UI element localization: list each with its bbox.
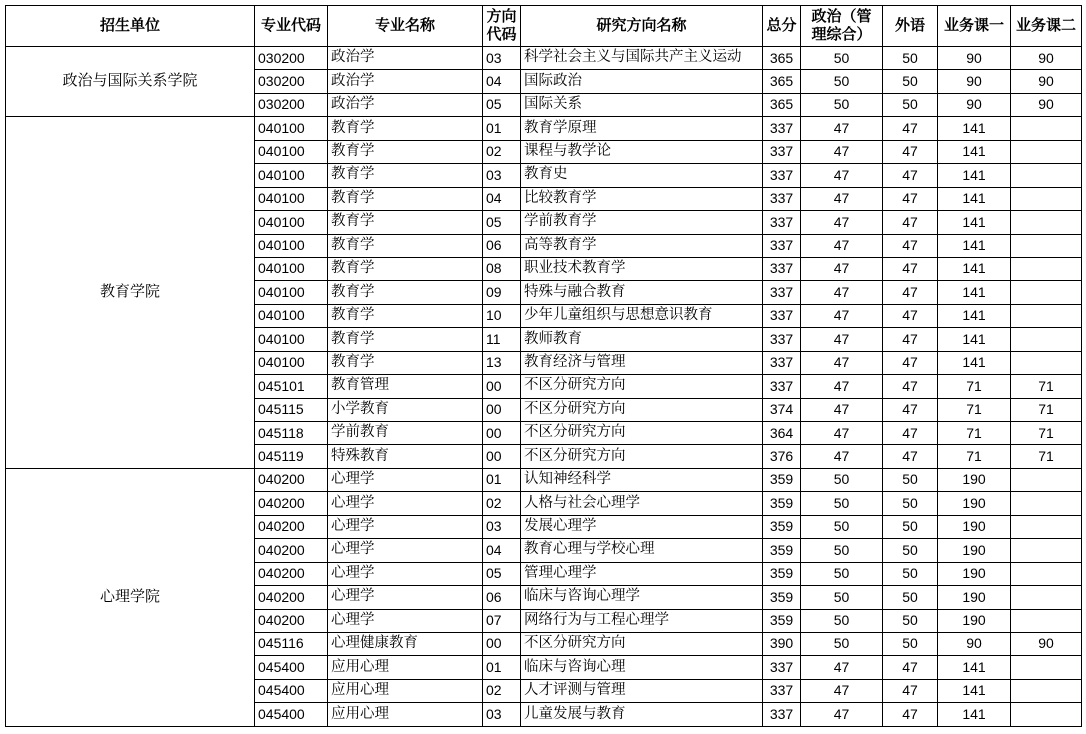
direction-code-cell: 11: [483, 328, 521, 351]
course2-score-cell: [1011, 492, 1082, 515]
foreign-language-score-cell: 47: [883, 281, 938, 304]
total-score-cell: 337: [763, 117, 801, 140]
politics-score-cell: 47: [801, 117, 883, 140]
course1-score-cell: 190: [938, 468, 1011, 491]
major-code-cell: 040200: [255, 562, 328, 585]
course2-score-cell: 71: [1011, 398, 1082, 421]
politics-score-cell: 50: [801, 515, 883, 538]
major-code-cell: 045115: [255, 398, 328, 421]
direction-name-cell: 教育经济与管理: [521, 351, 763, 374]
header-major-code: 专业代码: [255, 6, 328, 47]
direction-name-cell: 高等教育学: [521, 234, 763, 257]
course1-score-cell: 90: [938, 93, 1011, 116]
major-code-cell: 040100: [255, 211, 328, 234]
major-name-cell: 心理学: [328, 468, 483, 491]
course2-score-cell: 90: [1011, 93, 1082, 116]
course1-score-cell: 141: [938, 351, 1011, 374]
course2-score-cell: [1011, 609, 1082, 632]
foreign-language-score-cell: 50: [883, 492, 938, 515]
major-name-cell: 教育学: [328, 140, 483, 163]
course1-score-cell: 141: [938, 234, 1011, 257]
politics-score-cell: 47: [801, 679, 883, 702]
foreign-language-score-cell: 50: [883, 539, 938, 562]
major-code-cell: 045119: [255, 445, 328, 468]
major-name-cell: 教育学: [328, 187, 483, 210]
major-name-cell: 教育管理: [328, 375, 483, 398]
major-name-cell: 学前教育: [328, 422, 483, 445]
course2-score-cell: [1011, 304, 1082, 327]
major-name-cell: 政治学: [328, 47, 483, 70]
major-code-cell: 030200: [255, 47, 328, 70]
course2-score-cell: [1011, 351, 1082, 374]
course1-score-cell: 190: [938, 586, 1011, 609]
direction-name-cell: 学前教育学: [521, 211, 763, 234]
total-score-cell: 337: [763, 304, 801, 327]
course2-score-cell: 71: [1011, 445, 1082, 468]
major-name-cell: 小学教育: [328, 398, 483, 421]
total-score-cell: 365: [763, 47, 801, 70]
direction-name-cell: 国际关系: [521, 93, 763, 116]
major-name-cell: 心理健康教育: [328, 632, 483, 655]
direction-code-cell: 00: [483, 375, 521, 398]
direction-name-cell: 国际政治: [521, 70, 763, 93]
major-code-cell: 040100: [255, 257, 328, 280]
politics-score-cell: 47: [801, 422, 883, 445]
foreign-language-score-cell: 50: [883, 632, 938, 655]
total-score-cell: 337: [763, 187, 801, 210]
total-score-cell: 359: [763, 539, 801, 562]
course2-score-cell: 71: [1011, 375, 1082, 398]
major-code-cell: 045118: [255, 422, 328, 445]
header-foreign-language-score: 外语: [883, 6, 938, 47]
major-name-cell: 心理学: [328, 586, 483, 609]
major-code-cell: 040100: [255, 304, 328, 327]
major-code-cell: 040100: [255, 351, 328, 374]
course1-score-cell: 141: [938, 328, 1011, 351]
total-score-cell: 359: [763, 492, 801, 515]
foreign-language-score-cell: 50: [883, 468, 938, 491]
major-name-cell: 心理学: [328, 562, 483, 585]
header-course2-score: 业务课二: [1011, 6, 1082, 47]
course1-score-cell: 141: [938, 164, 1011, 187]
major-code-cell: 045101: [255, 375, 328, 398]
course1-score-cell: 141: [938, 117, 1011, 140]
foreign-language-score-cell: 47: [883, 117, 938, 140]
politics-score-cell: 50: [801, 70, 883, 93]
foreign-language-score-cell: 47: [883, 140, 938, 163]
course2-score-cell: [1011, 117, 1082, 140]
course1-score-cell: 71: [938, 422, 1011, 445]
admission-score-table: [5, 5, 1082, 727]
major-code-cell: 045400: [255, 679, 328, 702]
total-score-cell: 337: [763, 656, 801, 679]
major-name-cell: 教育学: [328, 117, 483, 140]
foreign-language-score-cell: 47: [883, 703, 938, 726]
foreign-language-score-cell: 50: [883, 562, 938, 585]
course1-score-cell: 90: [938, 70, 1011, 93]
major-name-cell: 特殊教育: [328, 445, 483, 468]
total-score-cell: 337: [763, 703, 801, 726]
course1-score-cell: 190: [938, 609, 1011, 632]
direction-name-cell: 不区分研究方向: [521, 632, 763, 655]
foreign-language-score-cell: 50: [883, 70, 938, 93]
admission-unit-cell: 政治与国际关系学院: [6, 47, 255, 117]
major-name-cell: 教育学: [328, 211, 483, 234]
foreign-language-score-cell: 50: [883, 93, 938, 116]
major-name-cell: 教育学: [328, 234, 483, 257]
major-name-cell: 政治学: [328, 93, 483, 116]
major-name-cell: 应用心理: [328, 656, 483, 679]
direction-code-cell: 01: [483, 117, 521, 140]
admission-unit-cell: 教育学院: [6, 117, 255, 469]
direction-code-cell: 01: [483, 468, 521, 491]
major-code-cell: 040200: [255, 586, 328, 609]
major-name-cell: 应用心理: [328, 703, 483, 726]
major-name-cell: 教育学: [328, 351, 483, 374]
total-score-cell: 337: [763, 351, 801, 374]
major-code-cell: 040200: [255, 539, 328, 562]
course2-score-cell: [1011, 211, 1082, 234]
direction-code-cell: 06: [483, 586, 521, 609]
header-politics-score: [801, 6, 883, 47]
major-name-cell: 心理学: [328, 609, 483, 632]
course2-score-cell: [1011, 257, 1082, 280]
total-score-cell: 364: [763, 422, 801, 445]
direction-name-cell: 科学社会主义与国际共产主义运动: [521, 47, 763, 70]
major-code-cell: 040100: [255, 328, 328, 351]
course1-score-cell: 71: [938, 445, 1011, 468]
course1-score-cell: 190: [938, 539, 1011, 562]
table-header: [6, 6, 1082, 47]
direction-code-cell: 02: [483, 679, 521, 702]
foreign-language-score-cell: 50: [883, 586, 938, 609]
major-name-cell: 心理学: [328, 539, 483, 562]
header-major-name: 专业名称: [328, 6, 483, 47]
foreign-language-score-cell: 50: [883, 609, 938, 632]
major-code-cell: 040100: [255, 281, 328, 304]
total-score-cell: 374: [763, 398, 801, 421]
direction-code-cell: 04: [483, 539, 521, 562]
direction-code-cell: 02: [483, 140, 521, 163]
major-name-cell: 政治学: [328, 70, 483, 93]
direction-code-cell: 09: [483, 281, 521, 304]
foreign-language-score-cell: 47: [883, 398, 938, 421]
direction-name-cell: 人格与社会心理学: [521, 492, 763, 515]
total-score-cell: 337: [763, 679, 801, 702]
foreign-language-score-cell: 47: [883, 211, 938, 234]
politics-score-cell: 47: [801, 304, 883, 327]
header-row: [6, 6, 1082, 47]
direction-code-cell: 04: [483, 187, 521, 210]
direction-name-cell: 课程与教学论: [521, 140, 763, 163]
major-code-cell: 040100: [255, 140, 328, 163]
direction-name-cell: 少年儿童组织与思想意识教育: [521, 304, 763, 327]
politics-score-cell: 47: [801, 164, 883, 187]
course2-score-cell: [1011, 164, 1082, 187]
direction-code-cell: 04: [483, 70, 521, 93]
direction-code-cell: 00: [483, 445, 521, 468]
course1-score-cell: 141: [938, 211, 1011, 234]
politics-score-cell: 47: [801, 211, 883, 234]
major-code-cell: 040100: [255, 117, 328, 140]
politics-score-cell: 50: [801, 468, 883, 491]
direction-name-cell: 教师教育: [521, 328, 763, 351]
course1-score-cell: 141: [938, 257, 1011, 280]
course2-score-cell: [1011, 562, 1082, 585]
course1-score-cell: 190: [938, 562, 1011, 585]
direction-name-cell: 不区分研究方向: [521, 375, 763, 398]
course2-score-cell: [1011, 328, 1082, 351]
direction-code-cell: 05: [483, 93, 521, 116]
total-score-cell: 359: [763, 562, 801, 585]
politics-score-cell: 50: [801, 539, 883, 562]
direction-code-cell: 10: [483, 304, 521, 327]
major-code-cell: 030200: [255, 93, 328, 116]
direction-name-cell: 发展心理学: [521, 515, 763, 538]
direction-name-cell: 比较教育学: [521, 187, 763, 210]
politics-score-cell: 47: [801, 140, 883, 163]
course2-score-cell: [1011, 515, 1082, 538]
direction-code-cell: 13: [483, 351, 521, 374]
politics-score-cell: 47: [801, 351, 883, 374]
politics-score-cell: 50: [801, 562, 883, 585]
course2-score-cell: 90: [1011, 632, 1082, 655]
total-score-cell: 365: [763, 93, 801, 116]
course2-score-cell: 90: [1011, 70, 1082, 93]
course1-score-cell: 141: [938, 140, 1011, 163]
course1-score-cell: 71: [938, 398, 1011, 421]
major-code-cell: 040100: [255, 187, 328, 210]
table-body: [6, 47, 1082, 727]
direction-name-cell: 教育心理与学校心理: [521, 539, 763, 562]
total-score-cell: 376: [763, 445, 801, 468]
direction-name-cell: 特殊与融合教育: [521, 281, 763, 304]
major-code-cell: 045400: [255, 703, 328, 726]
politics-score-cell: 50: [801, 632, 883, 655]
admission-unit-cell: 心理学院: [6, 468, 255, 726]
direction-name-cell: 临床与咨询心理: [521, 656, 763, 679]
major-code-cell: 045400: [255, 656, 328, 679]
direction-name-cell: 人才评测与管理: [521, 679, 763, 702]
total-score-cell: 359: [763, 609, 801, 632]
total-score-cell: 337: [763, 140, 801, 163]
total-score-cell: 365: [763, 70, 801, 93]
course2-score-cell: [1011, 140, 1082, 163]
foreign-language-score-cell: 47: [883, 304, 938, 327]
course2-score-cell: 90: [1011, 47, 1082, 70]
course1-score-cell: 141: [938, 703, 1011, 726]
course1-score-cell: 190: [938, 492, 1011, 515]
politics-score-cell: 50: [801, 93, 883, 116]
direction-code-cell: 06: [483, 234, 521, 257]
politics-score-cell: 47: [801, 703, 883, 726]
total-score-cell: 337: [763, 234, 801, 257]
foreign-language-score-cell: 50: [883, 515, 938, 538]
politics-score-cell: 50: [801, 609, 883, 632]
direction-code-cell: 03: [483, 47, 521, 70]
table-row: [6, 117, 1082, 140]
header-admission-unit: 招生单位: [6, 6, 255, 47]
direction-code-cell: 00: [483, 422, 521, 445]
politics-score-cell: 47: [801, 234, 883, 257]
course2-score-cell: [1011, 586, 1082, 609]
direction-name-cell: 临床与咨询心理学: [521, 586, 763, 609]
header-total-score: 总分: [763, 6, 801, 47]
header-direction-code: 方向代码: [483, 6, 521, 47]
major-code-cell: 040100: [255, 164, 328, 187]
direction-code-cell: 02: [483, 492, 521, 515]
total-score-cell: 390: [763, 632, 801, 655]
course2-score-cell: [1011, 187, 1082, 210]
politics-score-cell: 47: [801, 656, 883, 679]
major-code-cell: 040200: [255, 609, 328, 632]
direction-name-cell: 管理心理学: [521, 562, 763, 585]
foreign-language-score-cell: 47: [883, 328, 938, 351]
header-politics-label: 政治（管理综合）: [811, 8, 872, 43]
course2-score-cell: [1011, 539, 1082, 562]
foreign-language-score-cell: 50: [883, 47, 938, 70]
direction-name-cell: 认知神经科学: [521, 468, 763, 491]
course1-score-cell: 141: [938, 304, 1011, 327]
major-code-cell: 040200: [255, 492, 328, 515]
foreign-language-score-cell: 47: [883, 445, 938, 468]
total-score-cell: 359: [763, 468, 801, 491]
politics-score-cell: 47: [801, 257, 883, 280]
header-direction-name: 研究方向名称: [521, 6, 763, 47]
politics-score-cell: 50: [801, 492, 883, 515]
politics-score-cell: 47: [801, 398, 883, 421]
direction-name-cell: 不区分研究方向: [521, 445, 763, 468]
course1-score-cell: 141: [938, 187, 1011, 210]
total-score-cell: 337: [763, 375, 801, 398]
direction-name-cell: 网络行为与工程心理学: [521, 609, 763, 632]
foreign-language-score-cell: 47: [883, 187, 938, 210]
politics-score-cell: 47: [801, 187, 883, 210]
politics-score-cell: 47: [801, 375, 883, 398]
foreign-language-score-cell: 47: [883, 679, 938, 702]
foreign-language-score-cell: 47: [883, 656, 938, 679]
course2-score-cell: [1011, 234, 1082, 257]
major-code-cell: 040200: [255, 515, 328, 538]
course1-score-cell: 141: [938, 281, 1011, 304]
direction-code-cell: 03: [483, 515, 521, 538]
major-name-cell: 教育学: [328, 328, 483, 351]
direction-name-cell: 儿童发展与教育: [521, 703, 763, 726]
header-course1-score: 业务课一: [938, 6, 1011, 47]
total-score-cell: 359: [763, 586, 801, 609]
direction-code-cell: 03: [483, 164, 521, 187]
politics-score-cell: 47: [801, 281, 883, 304]
foreign-language-score-cell: 47: [883, 164, 938, 187]
course2-score-cell: 71: [1011, 422, 1082, 445]
major-code-cell: 030200: [255, 70, 328, 93]
direction-code-cell: 00: [483, 398, 521, 421]
direction-name-cell: 教育学原理: [521, 117, 763, 140]
major-code-cell: 040100: [255, 234, 328, 257]
major-name-cell: 心理学: [328, 515, 483, 538]
course1-score-cell: 71: [938, 375, 1011, 398]
table-row: [6, 468, 1082, 491]
direction-code-cell: 05: [483, 211, 521, 234]
course1-score-cell: 190: [938, 515, 1011, 538]
total-score-cell: 337: [763, 164, 801, 187]
total-score-cell: 337: [763, 328, 801, 351]
direction-code-cell: 00: [483, 632, 521, 655]
direction-code-cell: 03: [483, 703, 521, 726]
course1-score-cell: 90: [938, 632, 1011, 655]
total-score-cell: 359: [763, 515, 801, 538]
major-name-cell: 教育学: [328, 164, 483, 187]
direction-name-cell: 职业技术教育学: [521, 257, 763, 280]
major-code-cell: 040200: [255, 468, 328, 491]
direction-code-cell: 01: [483, 656, 521, 679]
direction-code-cell: 05: [483, 562, 521, 585]
course1-score-cell: 141: [938, 679, 1011, 702]
course1-score-cell: 141: [938, 656, 1011, 679]
foreign-language-score-cell: 47: [883, 422, 938, 445]
foreign-language-score-cell: 47: [883, 234, 938, 257]
major-name-cell: 应用心理: [328, 679, 483, 702]
major-name-cell: 教育学: [328, 281, 483, 304]
major-code-cell: 045116: [255, 632, 328, 655]
major-name-cell: 教育学: [328, 304, 483, 327]
course2-score-cell: [1011, 468, 1082, 491]
politics-score-cell: 47: [801, 445, 883, 468]
course1-score-cell: 90: [938, 47, 1011, 70]
foreign-language-score-cell: 47: [883, 257, 938, 280]
course2-score-cell: [1011, 679, 1082, 702]
foreign-language-score-cell: 47: [883, 351, 938, 374]
direction-code-cell: 08: [483, 257, 521, 280]
total-score-cell: 337: [763, 281, 801, 304]
direction-code-cell: 07: [483, 609, 521, 632]
major-name-cell: 心理学: [328, 492, 483, 515]
direction-name-cell: 不区分研究方向: [521, 398, 763, 421]
direction-name-cell: 教育史: [521, 164, 763, 187]
course2-score-cell: [1011, 281, 1082, 304]
politics-score-cell: 47: [801, 328, 883, 351]
major-name-cell: 教育学: [328, 257, 483, 280]
course2-score-cell: [1011, 656, 1082, 679]
direction-name-cell: 不区分研究方向: [521, 422, 763, 445]
course2-score-cell: [1011, 703, 1082, 726]
total-score-cell: 337: [763, 257, 801, 280]
foreign-language-score-cell: 47: [883, 375, 938, 398]
table-row: [6, 47, 1082, 70]
total-score-cell: 337: [763, 211, 801, 234]
politics-score-cell: 50: [801, 586, 883, 609]
politics-score-cell: 50: [801, 47, 883, 70]
